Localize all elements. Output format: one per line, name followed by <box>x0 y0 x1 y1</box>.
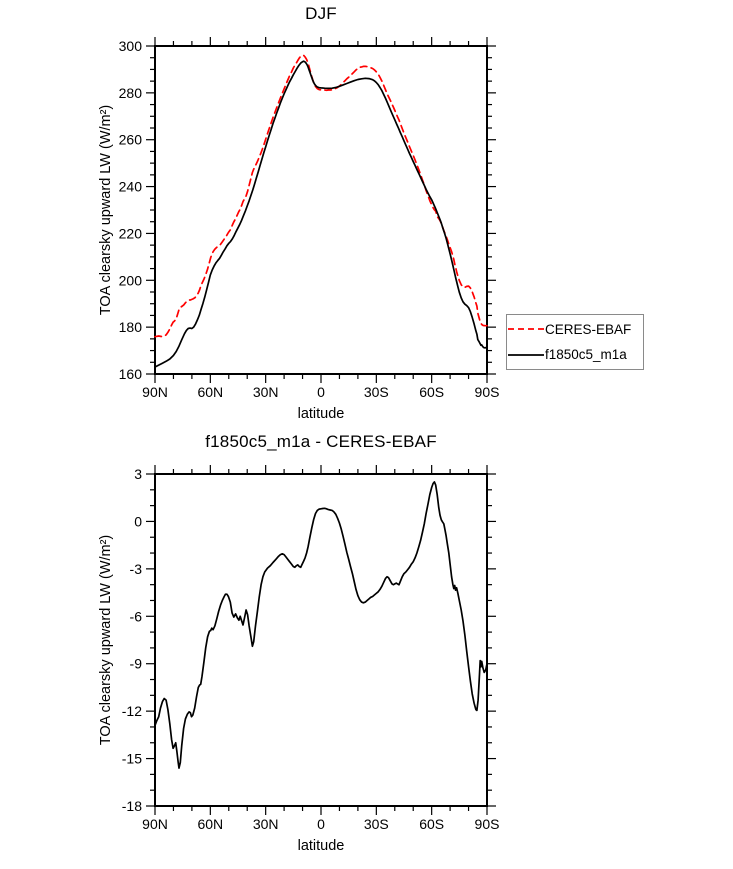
y-tick-label: 0 <box>134 513 142 530</box>
y-tick-label: 240 <box>118 178 142 195</box>
y-tick-label: 200 <box>118 272 142 289</box>
legend-label-model: f1850c5_m1a <box>545 346 627 362</box>
x-tick-label: 60S <box>419 816 445 832</box>
x-tick-label: 30N <box>252 384 279 400</box>
legend-solid-line-icon <box>507 351 545 359</box>
y-tick-label: 280 <box>118 84 142 101</box>
x-tick-label: 60N <box>197 384 224 400</box>
bottom-chart-title: f1850c5_m1a - CERES-EBAF <box>205 432 437 451</box>
top-chart-title: DJF <box>305 4 337 23</box>
bottom-chart-x-axis-title: latitude <box>297 838 345 854</box>
series-line-f1850c5-m1a <box>155 61 487 367</box>
y-tick-label: -6 <box>129 608 142 625</box>
top-chart-x-axis-title: latitude <box>297 406 345 422</box>
y-tick-label: -9 <box>129 655 142 672</box>
x-tick-label: 90S <box>474 384 500 400</box>
top-chart-y-axis-title: TOA clearsky upward LW (W/m²) <box>98 104 114 316</box>
series-line-f1850c5-m1a-ceres-ebaf <box>155 482 487 768</box>
x-tick-label: 30S <box>363 816 389 832</box>
plot-frame <box>155 46 487 374</box>
legend-entry-model <box>507 344 643 366</box>
plot-frame <box>155 474 487 806</box>
y-tick-label: -18 <box>121 798 142 814</box>
y-tick-label: 160 <box>118 366 142 382</box>
y-tick-label: 180 <box>118 319 142 336</box>
y-tick-label: -12 <box>121 703 142 720</box>
x-tick-label: 90N <box>142 816 168 832</box>
legend-entry-ceres <box>507 318 643 340</box>
x-tick-label: 90N <box>142 384 168 400</box>
y-tick-label: 260 <box>118 131 142 148</box>
y-tick-label: 3 <box>134 466 142 482</box>
legend-dashed-line-icon <box>507 325 545 333</box>
legend <box>506 314 644 370</box>
x-tick-label: 60S <box>419 384 445 400</box>
x-tick-label: 30N <box>252 816 279 832</box>
x-tick-label: 90S <box>474 816 500 832</box>
y-tick-label: -15 <box>121 750 142 767</box>
y-tick-label: 300 <box>118 38 142 54</box>
x-tick-label: 0 <box>317 816 325 832</box>
x-tick-label: 0 <box>317 384 325 400</box>
legend-label-ceres: CERES-EBAF <box>545 321 632 337</box>
y-tick-label: 220 <box>118 225 142 242</box>
bottom-chart-y-axis-title: TOA clearsky upward LW (W/m²) <box>98 534 114 746</box>
x-tick-label: 60N <box>197 816 224 832</box>
x-tick-label: 30S <box>363 384 389 400</box>
y-tick-label: -3 <box>129 560 142 577</box>
